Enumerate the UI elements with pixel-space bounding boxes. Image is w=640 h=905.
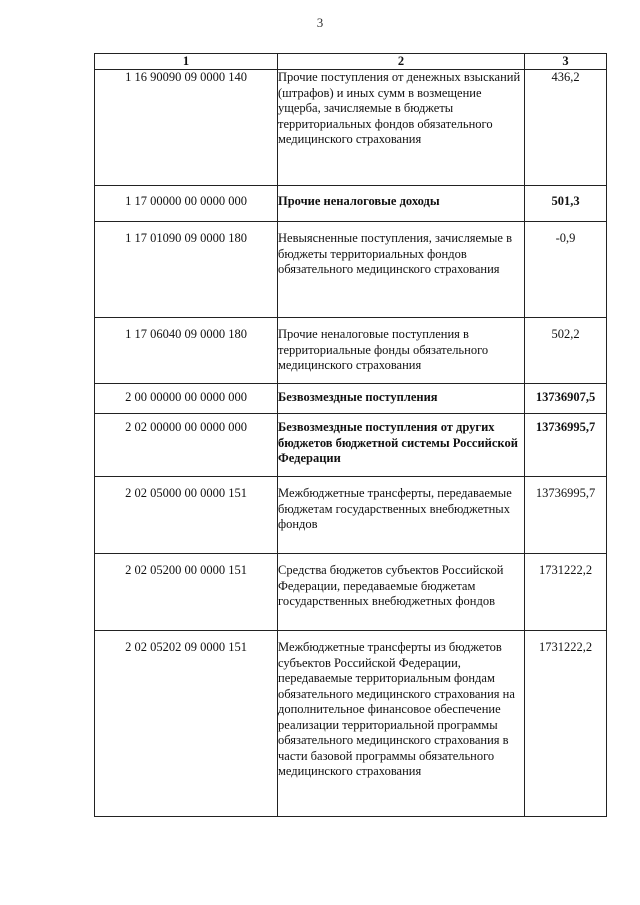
row-value: 13736907,5 (525, 384, 607, 414)
row-name: Безвозмездные поступления (278, 384, 525, 414)
row-code: 1 17 00000 00 0000 000 (95, 186, 278, 222)
column-header-value: 3 (525, 54, 607, 70)
row-name: Межбюджетные трансферты из бюджетов субъектов Российской Федерации, передаваемые территориальным фондам обязательного медицинского страхования на дополнительное финансовое обеспечение реализации территориальной программы обязательного медицинского страхования в части базовой программы обязательного медицинского страхования (278, 631, 525, 817)
row-value: 436,2 (525, 70, 607, 186)
row-code: 1 17 06040 09 0000 180 (95, 318, 278, 384)
table-row (95, 318, 607, 384)
row-value: 1731222,2 (525, 554, 607, 631)
budget-table (94, 53, 607, 817)
row-value: 13736995,7 (525, 477, 607, 554)
row-value: 501,3 (525, 186, 607, 222)
row-name: Межбюджетные трансферты, передаваемые бюджетам государственных внебюджетных фондов (278, 477, 525, 554)
table-row (95, 384, 607, 414)
table-row (95, 477, 607, 554)
row-name: Средства бюджетов субъектов Российской Федерации, передаваемые бюджетам государственных внебюджетных фондов (278, 554, 525, 631)
row-name: Прочие неналоговые поступления в территориальные фонды обязательного медицинского страхования (278, 318, 525, 384)
table-row (95, 222, 607, 318)
row-code: 2 00 00000 00 0000 000 (95, 384, 278, 414)
row-code: 2 02 05200 00 0000 151 (95, 554, 278, 631)
page-number: 3 (316, 15, 324, 30)
table-row (95, 70, 607, 186)
row-name: Невыясненные поступления, зачисляемые в бюджеты территориальных фондов обязательного медицинского страхования (278, 222, 525, 318)
row-value: 502,2 (525, 318, 607, 384)
row-value: 13736995,7 (525, 414, 607, 477)
table-row (95, 631, 607, 817)
column-header-name: 2 (278, 54, 525, 70)
table-row (95, 554, 607, 631)
row-code: 1 16 90090 09 0000 140 (95, 70, 278, 186)
table-row (95, 186, 607, 222)
row-value: -0,9 (525, 222, 607, 318)
row-name: Прочие неналоговые доходы (278, 186, 525, 222)
table-header-row (95, 54, 607, 70)
row-name: Прочие поступления от денежных взысканий (штрафов) и иных сумм в возмещение ущерба, зачисляемые в бюджеты территориальных фондов обязательного медицинского страхования (278, 70, 525, 186)
table-row (95, 414, 607, 477)
row-code: 2 02 00000 00 0000 000 (95, 414, 278, 477)
row-code: 1 17 01090 09 0000 180 (95, 222, 278, 318)
row-name: Безвозмездные поступления от других бюджетов бюджетной системы Российской Федерации (278, 414, 525, 477)
column-header-code: 1 (95, 54, 278, 70)
row-code: 2 02 05202 09 0000 151 (95, 631, 278, 817)
row-value: 1731222,2 (525, 631, 607, 817)
row-code: 2 02 05000 00 0000 151 (95, 477, 278, 554)
